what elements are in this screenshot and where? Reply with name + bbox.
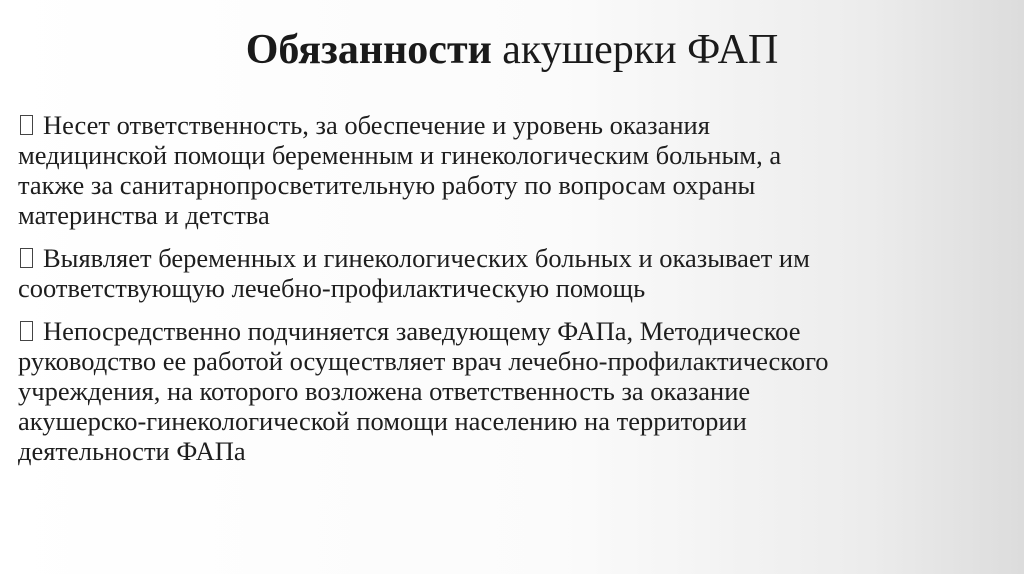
bullet-line: руководство ее работой осуществляет врач лечебно-профилактического	[18, 346, 829, 376]
slide-title-bold: Обязанности	[245, 27, 492, 73]
bullet-line: соответствующую лечебно-профилактическую помощь	[18, 273, 646, 303]
bullet-item	[18, 243, 1008, 303]
bullet-line: Выявляет беременных и гинекологических больных и оказывает им	[43, 243, 810, 273]
slide-title-rest: акушерки ФАП	[491, 27, 779, 73]
bullet-line: Несет ответственность, за обеспечение и уровень оказания	[43, 110, 710, 140]
bullet-item	[18, 110, 1008, 230]
bullet-item	[18, 316, 1008, 466]
bullet-list	[18, 110, 1008, 479]
bullet-box-icon	[20, 248, 33, 268]
bullet-line: учреждения, на которого возложена ответственность за оказание	[18, 376, 751, 406]
bullet-line: акушерско-гинекологической помощи населению на территории	[18, 406, 747, 436]
bullet-line: также за санитарнопросветительную работу по вопросам охраны	[18, 170, 756, 200]
bullet-line: Непосредственно подчиняется заведующему ФАПа, Методическое	[43, 316, 801, 346]
bullet-line: материнства и детства	[18, 200, 270, 230]
bullet-line: медицинской помощи беременным и гинекологическим больным, а	[18, 140, 782, 170]
bullet-box-icon	[20, 115, 33, 135]
bullet-box-icon	[20, 321, 33, 341]
slide-title	[0, 24, 1024, 76]
bullet-line: деятельности ФАПа	[18, 436, 246, 466]
